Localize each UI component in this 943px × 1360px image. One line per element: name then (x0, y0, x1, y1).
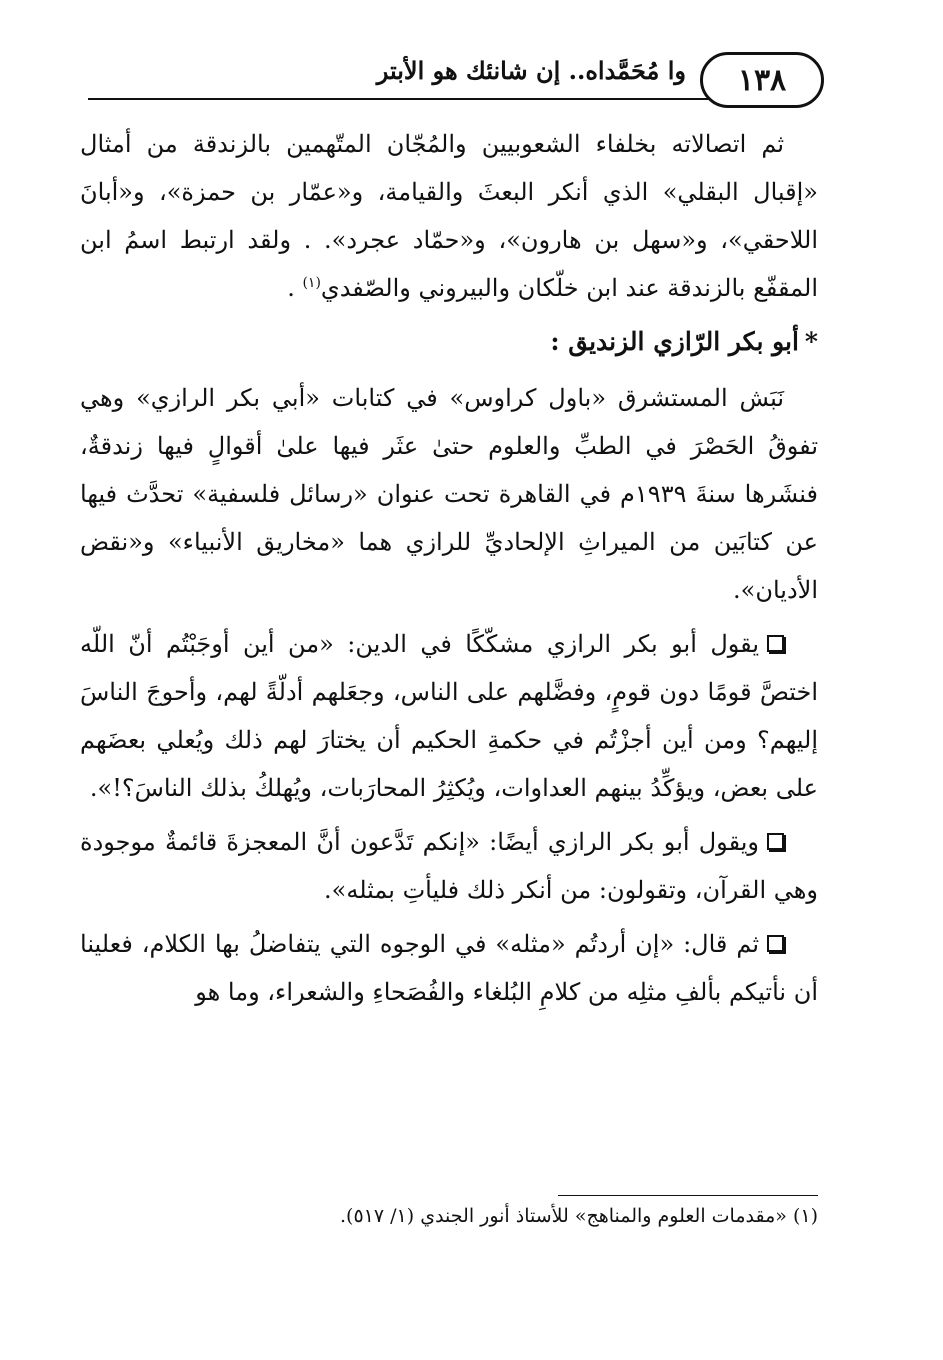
paragraph-3 (80, 620, 818, 812)
paragraph-1-end: . (287, 274, 303, 302)
footnote: (١) «مقدمات العلوم والمناهج» للأستاذ أنور الجندي (١/ ٥١٧). (340, 1205, 818, 1227)
heading-star-marker: * (804, 327, 818, 356)
page-header (80, 40, 836, 110)
section-heading-text: أبو بكر الرّازي الزنديق : (550, 327, 799, 356)
page-number: ١٣٨ (700, 52, 824, 108)
paragraph-5-text: ثم قال: «إن أردتُم «مثله» في الوجوه التي يتفاضلُ بها الكلام، فعلينا أن نأتيكم بألفِ مثلِه من كلامِ البُلغاء والفُصَحاءِ والشعراء، وما هو (80, 930, 818, 1006)
body-text (80, 120, 818, 1022)
header-rule (88, 98, 766, 100)
square-bullet-icon (767, 833, 784, 850)
paragraph-1 (80, 120, 818, 312)
paragraph-1-text: ثم اتصالاته بخلفاء الشعوبيين والمُجّان المتّهمين بالزندقة من أمثال «إقبال البقلي» الذي أنكر البعثَ والقيامة، و«عمّار بن حمزة»، و«أبانَ اللاحقي»، و«سهل بن هارون»، و«حمّاد عجرد». . ولقد ارتبط اسمُ ابن المقفّع بالزندقة عند ابن خلّكان والبيروني والصّفدي (80, 130, 818, 302)
paragraph-4-text: ويقول أبو بكر الرازي أيضًا: «إنكم تَدَّعون أنَّ المعجزةَ قائمةٌ موجودة وهي القرآن، وتقولون: من أنكر ذلك فليأتِ بمثله». (80, 828, 818, 904)
footnote-reference: (١) (302, 275, 321, 291)
paragraph-4 (80, 818, 818, 914)
running-title: وا مُحَمَّداه.. إن شانئك هو الأبتر (376, 56, 686, 85)
footnote-rule (558, 1195, 818, 1196)
section-heading (80, 318, 818, 366)
paragraph-2: نَبَش المستشرق «باول كراوس» في كتابات «أبي بكر الرازي» وهي تفوقُ الحَصْرَ في الطبِّ والعلوم حتىٰ عثَر فيها علىٰ أقوالٍ فيها زندقةٌ، فنشَرها سنةَ ١٩٣٩م في القاهرة تحت عنوان «رسائل فلسفية» تحدَّث فيها عن كتابَين من الميراثِ الإلحاديِّ للرازي هما «مخاريق الأنبياء» و«نقض الأديان». (80, 384, 818, 604)
paragraph-5 (80, 920, 818, 1016)
paragraph-3-text: يقول أبو بكر الرازي مشكّكًا في الدين: «من أين أوجَبْتُم أنّ اللّه اختصَّ قومًا دون قومٍ، وفضَّلهم على الناس، وجعَلهم أدلّةً لهم، وأحوجَ الناسَ إليهم؟ ومن أين أجزْتُم في حكمةِ الحكيم أن يختارَ لهم ذلك ويُعلي بعضَهم على بعض، ويؤكِّدُ بينهم العداوات، ويُكثِرُ المحارَبات، ويُهلكُ بذلك الناسَ؟!». (80, 630, 818, 802)
square-bullet-icon (767, 635, 784, 652)
square-bullet-icon (767, 935, 784, 952)
